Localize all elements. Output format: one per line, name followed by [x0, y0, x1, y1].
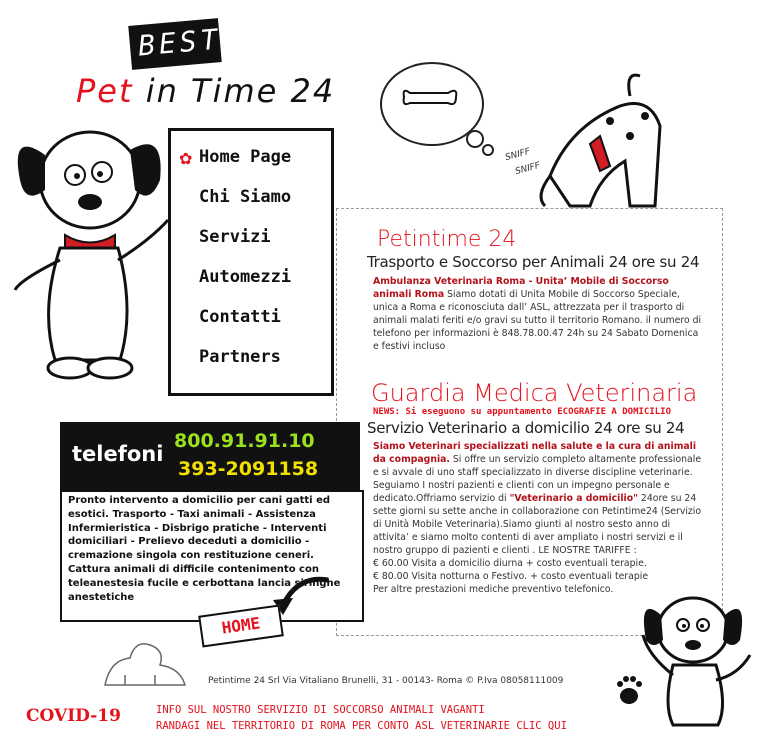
cartoon-dog-left-illustration: [0, 110, 175, 400]
phone-banner: [60, 422, 360, 490]
section-subtitle-servizio: Servizio Veterinario a domicilio 24 ore su 24: [367, 419, 685, 437]
section-subtitle-trasporto: Trasporto e Soccorso per Animali 24 ore su 24: [367, 253, 700, 271]
best-label: BEST: [136, 22, 223, 63]
section-body-trasporto: [373, 275, 703, 353]
covid-label: COVID-19: [26, 706, 121, 726]
nav-partners[interactable]: Partners: [199, 347, 281, 367]
nav-automezzi[interactable]: Automezzi: [199, 267, 292, 287]
site-logo[interactable]: [76, 72, 335, 110]
main-navigation: [168, 128, 334, 396]
section-title-guardia-medica: Guardia Medica Veterinaria: [371, 379, 698, 407]
news-banner: NEWS: Si eseguono su appuntamento ECOGRAFIE A DOMICILIO: [373, 407, 672, 417]
veterinario-domicilio-phrase: "Veterinario a domicilio": [509, 493, 638, 504]
sniffing-dog-illustration: [530, 66, 670, 216]
sniff-text: SNIFF: [514, 160, 542, 178]
nav-servizi[interactable]: Servizi: [199, 227, 271, 247]
bone-icon: [400, 85, 460, 119]
home-button[interactable]: HOME: [198, 604, 284, 647]
paw-icon: ✿: [179, 149, 193, 168]
sketch-dog-illustration: [95, 630, 195, 690]
tariff-diurna: € 60.00 Visita a domicilio diurna + costo eventuali terapie.: [373, 558, 647, 569]
logo-rest: in Time 24: [133, 72, 336, 110]
nav-chi-siamo[interactable]: Chi Siamo: [199, 187, 292, 207]
body-servizio-2: 24ore su 24 sette giorni su sette anche in collaborazione con Petintime24 (Servizio di Unità Mobile Veterinaria).Siamo giunti al nostro sesto anno di attivita’ e siamo molto contenti di aver ampliato i nostri servizi e il nostro gruppo di pazienti e clienti . LE NOSTRE TARIFFE :: [373, 493, 702, 556]
intro-veterinari: Siamo Veterinari specializzati nella salute e la cura di animali da compagnia.: [373, 441, 697, 465]
tariff-notturna: € 80.00 Visita notturna o Festivo. + costo eventuali terapie: [373, 571, 649, 582]
thought-bubble-dot: [482, 144, 494, 156]
body-ambulanza: Siamo dotati di Unita Mobile di Soccorso Speciale, unica a Roma e riconosciuta dall’ ASL, attrezzata per il trasporto di animali malati feriti e/o gravi su tutto il territorio Romano. il numero di telefono per informazioni è 848.78.00.47 24h su 24 Sabato Domenica e festivi incluso: [373, 289, 702, 352]
body-servizio-1: Si offre un servizio completo altamente professionale e si avvale di uno staff specializzato in diverse discipline veterinarie. Seguiamo I nostri pazienti e clienti con un impegno personale e dedicato.Offriamo servizio di: [373, 454, 702, 504]
stray-animals-info-link[interactable]: [156, 702, 567, 734]
intro-ambulanza: Ambulanza Veterinaria Roma - Unita’ Mobile di Soccorso animali Roma: [373, 276, 669, 300]
info-line-1: INFO SUL NOSTRO SERVIZIO DI SOCCORSO ANIMALI VAGANTI: [156, 704, 485, 716]
info-line-2: RANDAGI NEL TERRITORIO DI ROMA PER CONTO ASL VETERINARIE CLIC QUI: [156, 720, 567, 732]
phone-number-toll-free[interactable]: 800.91.91.10: [174, 430, 315, 452]
section-body-servizio: [373, 440, 703, 596]
services-summary-text: Pronto intervento a domicilio per cani gatti ed esotici. Trasporto - Taxi animali - Assistenza Infermieristica - Disbrigo pratiche - Interventi domiciliari - Prelievo deceduti a domicilio - cremazione singola con restituzione ceneri. Cattura animali di difficile contenimento con teleanestesia fucile e cerbottana lancia siringhe anestetiche: [68, 495, 341, 603]
footer-address: Petintime 24 Srl Via Vitaliano Brunelli, 31 - 00143- Roma © P.Iva 08058111009: [208, 676, 564, 686]
content-panel: [336, 208, 723, 636]
logo-pet: Pet: [76, 72, 134, 110]
telefoni-label: telefoni: [72, 442, 164, 466]
thought-bubble-dot: [466, 130, 484, 148]
cartoon-dog-right-illustration: [628, 585, 758, 735]
tariff-altre: Per altre prestazioni mediche preventivo telefonico.: [373, 584, 614, 595]
section-title-petintime: Petintime 24: [377, 227, 517, 252]
paw-print-icon: [614, 672, 644, 706]
sniff-text: SNIFF: [504, 146, 532, 164]
phone-number-mobile[interactable]: 393-2091158: [178, 458, 319, 480]
nav-home-page[interactable]: Home Page: [199, 147, 292, 167]
nav-contatti[interactable]: Contatti: [199, 307, 281, 327]
